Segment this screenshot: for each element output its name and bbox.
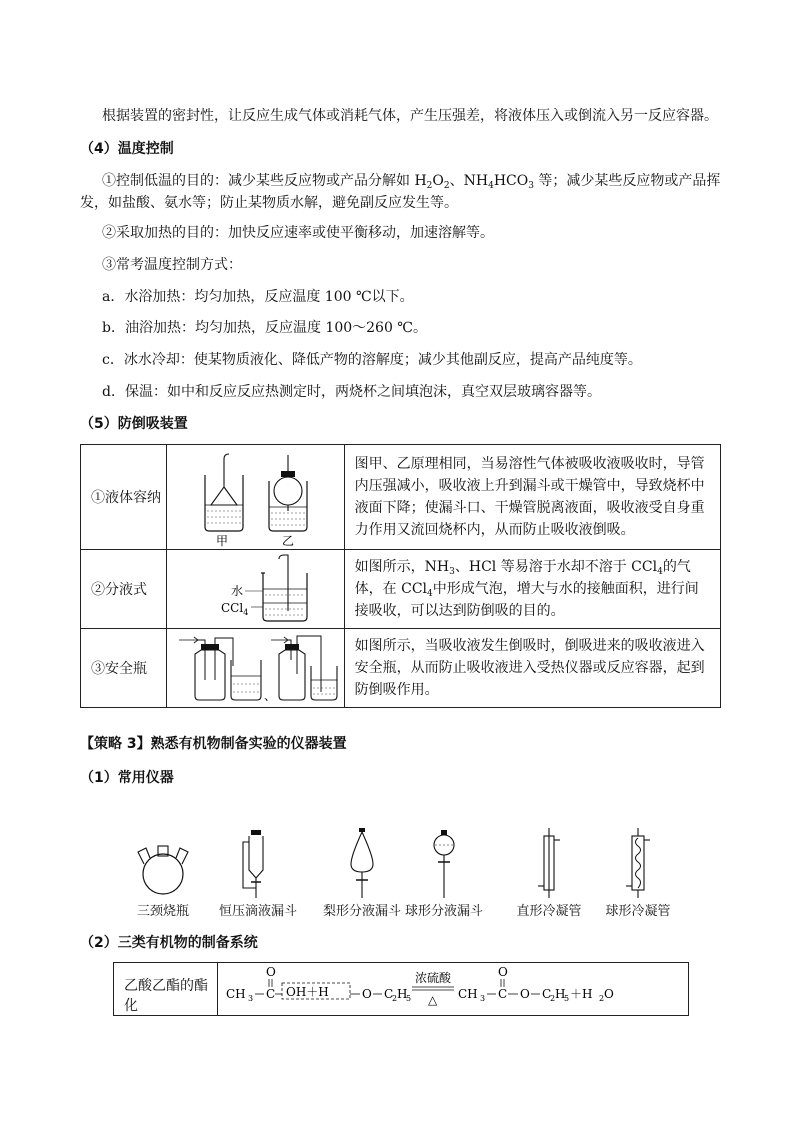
svg-text:浓硫酸: 浓硫酸: [415, 971, 452, 985]
row3-label: ③安全瓶: [81, 629, 167, 708]
separation-diagram: [167, 551, 344, 628]
svg-text:C: C: [266, 987, 276, 1001]
table-row: [114, 963, 689, 1016]
instrument-label: 恒压滴液漏斗: [218, 904, 297, 919]
svg-text:H: H: [397, 987, 408, 1001]
svg-text:CH: CH: [458, 987, 478, 1001]
sec4-p1: ①控制低温的目的：减少某些反应物或产品分解如 $H_2O_2$、$NH_4HCO_3$ 等；减少某些反应物或产品挥: [102, 173, 721, 191]
svg-text:C: C: [384, 987, 394, 1001]
svg-text:C: C: [542, 987, 552, 1001]
row1-description: 图甲、乙原理相同，当易溶性气体被吸收液吸收时，导管内压强减小，吸收液上升到漏斗或干燥管中，导致烧杯中液面下降；使漏斗口、干燥管脱离液面，吸收液受自身重力作用又流回烧杯内，从而防止吸收液倒吸。: [344, 445, 720, 550]
instrument-label: 直形冷凝管: [516, 904, 582, 919]
three-neck-flask-icon: [108, 828, 218, 898]
svg-text:2: 2: [599, 994, 605, 1003]
row3-figure: [166, 629, 344, 708]
instruments-heading: （1）常用仪器: [80, 770, 174, 786]
svg-text:O: O: [362, 987, 372, 1001]
sec4-d: d．保温：如中和反应反应热测定时，两烧杯之间填泡沫，真空双层玻璃容器等。: [102, 384, 601, 400]
sec4-c: c．冰水冷却：使某物质液化、降低产物的溶解度；减少其他副反应，提高产品纯度等。: [102, 352, 642, 368]
svg-text:C: C: [498, 987, 508, 1001]
svg-text:CH: CH: [226, 987, 246, 1001]
table-row: [81, 445, 721, 550]
row1-label: ①液体容纳: [81, 445, 167, 550]
svg-text:O: O: [266, 965, 276, 979]
svg-text:O: O: [498, 965, 508, 979]
svg-text:O: O: [520, 987, 530, 1001]
instrument-ball-condenser: [583, 828, 693, 919]
section-5-heading: （5）防倒吸装置: [80, 416, 188, 432]
sec4-p1-line2: 发，如盐酸、氨水等；防止某物质水解，避免副反应发生等。: [80, 195, 458, 211]
row2-description: 如图所示，$NH_3$、HCl 等易溶于水却不溶于 CCl$_4$的气体，在 CCl$_4$中形成气泡，增大与水的接触面积，进行间接吸收，可以达到防倒吸的目的。: [344, 550, 720, 629]
figure-label-jia: 甲: [215, 534, 228, 548]
sec4-p2: ②采取加热的目的：加快反应速率或使平衡移动，加速溶解等。: [102, 225, 494, 241]
row3-description: 如图所示，当吸收液发生倒吸时，倒吸进来的吸收液进入安全瓶，从而防止吸收液进入受热仪器或反应容器，起到防倒吸作用。: [344, 629, 720, 708]
svg-text:OH＋H: OH＋H: [286, 985, 329, 999]
row2-figure: [166, 550, 344, 629]
instrument-three-neck-flask: [108, 828, 218, 919]
equation-diagram: [218, 964, 688, 1010]
esterification-equation: [218, 963, 689, 1016]
intro-paragraph: 根据装置的密封性，让反应生成气体或消耗气体，产生压强差，将液体压入或倒流入另一反应容器。: [102, 108, 718, 124]
figure-label-water: 水: [230, 583, 243, 598]
three-organic-systems-heading: （2）三类有机物的制备系统: [80, 935, 258, 951]
svg-text:5: 5: [564, 994, 570, 1003]
svg-text:2: 2: [550, 994, 556, 1003]
table-row: [81, 550, 721, 629]
instrument-label: 球形冷凝管: [605, 904, 671, 919]
instrument-ball-separatory-funnel: [389, 828, 499, 919]
row1-figure: [166, 445, 344, 550]
svg-text:3: 3: [248, 994, 254, 1003]
ester-label: 乙酸乙酯的酯化: [114, 963, 218, 1016]
section-4-heading: （4）温度控制: [80, 141, 174, 157]
svg-text:△: △: [428, 993, 438, 1007]
sec4-p3: ③常考温度控制方式：: [102, 257, 242, 273]
safety-bottle-diagram: [167, 630, 344, 706]
svg-text:3: 3: [480, 994, 486, 1003]
anti-suckback-table: [80, 444, 721, 708]
svg-text:＋H: ＋H: [570, 987, 593, 1001]
svg-text:O: O: [604, 987, 614, 1001]
liquid-container-diagram: [167, 445, 344, 549]
ball-separatory-funnel-icon: [389, 828, 499, 898]
figure-separator: 、: [263, 689, 276, 703]
instrument-label: 三颈烧瓶: [136, 904, 189, 919]
svg-text:5: 5: [406, 994, 412, 1003]
svg-text:H: H: [555, 987, 566, 1001]
ester-table: [113, 962, 689, 1016]
figure-label-ccl4: CCl$_4$: [220, 600, 248, 617]
instrument-label: 梨形分液漏斗: [322, 904, 401, 919]
table-row: [81, 629, 721, 708]
svg-text:2: 2: [392, 994, 398, 1003]
ball-condenser-icon: [583, 828, 693, 898]
sec4-b: b．油浴加热：均匀加热，反应温度 100～260 ℃。: [102, 320, 427, 336]
sec4-a: a．水浴加热：均匀加热，反应温度 100 ℃以下。: [102, 289, 414, 305]
figure-label-yi: 乙: [281, 534, 294, 548]
strategy-3-heading: 【策略 3】熟悉有机物制备实验的仪器装置: [80, 736, 347, 752]
instrument-label: 球形分液漏斗: [404, 904, 483, 919]
instrument-constant-pressure-funnel: [203, 828, 313, 919]
constant-pressure-funnel-icon: [203, 828, 313, 898]
row2-label: ②分液式: [81, 550, 167, 629]
